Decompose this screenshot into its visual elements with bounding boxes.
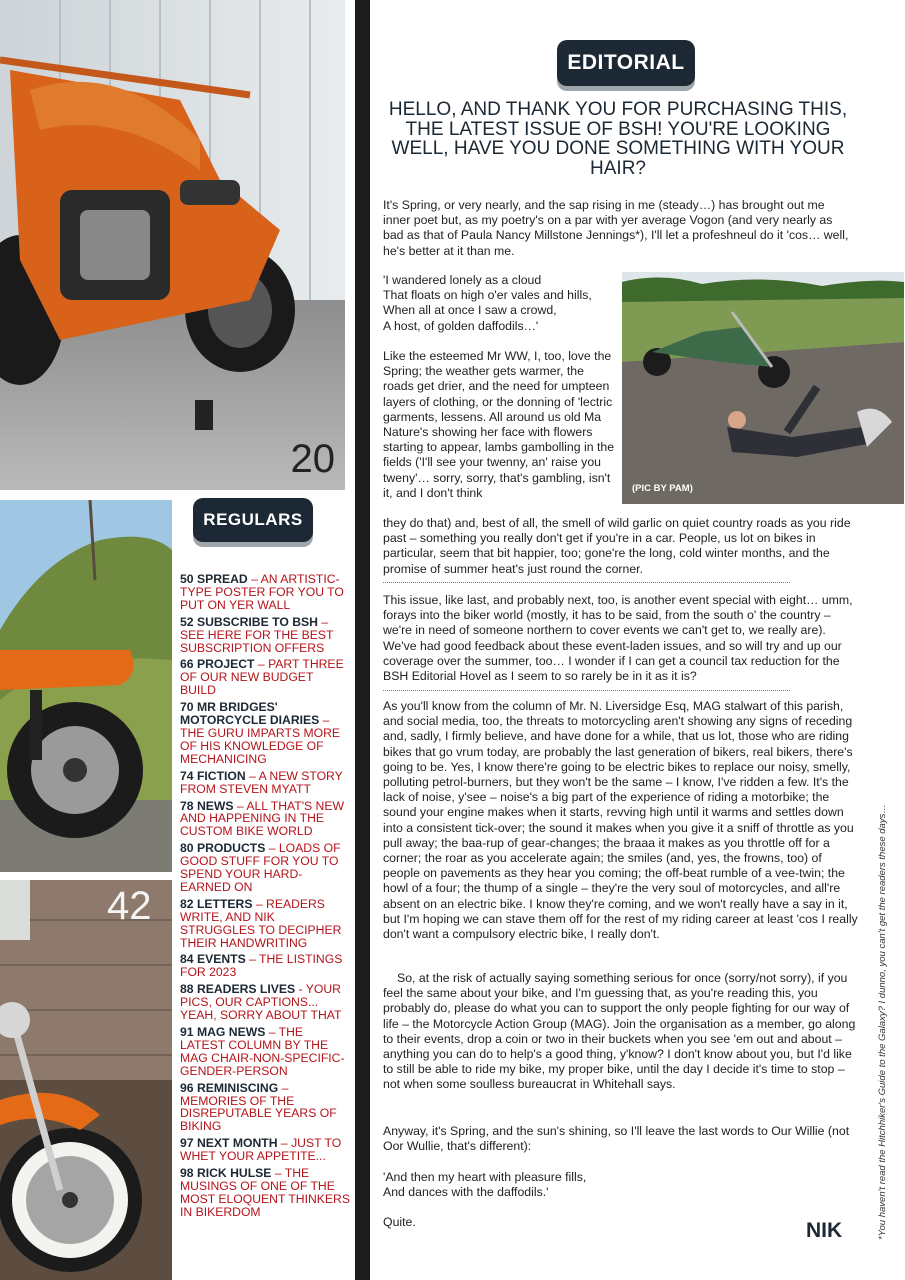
photo-orange-chopper <box>0 0 345 490</box>
regulars-item-desc: – JUST TO WHET YOUR APPETITE... <box>180 1136 342 1164</box>
regulars-item-title: 66 PROJECT <box>180 657 255 672</box>
paragraph-join-mag: So, at the risk of actually saying something serious for once (sorry/not sorry), if you feel the same about your bike, and I'm guessing that, as you're reading this, you probably do, please do what you can to support the only people fighting for our way of life – the Motorcycle Action Group (MAG). Join the organisation as a member, go along to their events, drop a coin or two in their buckets when you see 'em out and about – anything you can do to help's a good thing, y'know? I don't know about you, but I'd like to still be able to ride my bike, my proper bike, until the day I decide it's time to stop – not when some soulless bureaucrat in Whitehall says. <box>383 971 856 1092</box>
orange-chopper-illustration <box>0 0 345 490</box>
poem-line: When all at once I saw a crowd, <box>383 303 557 318</box>
regulars-item-title: 98 RICK HULSE <box>180 1166 272 1181</box>
regulars-item-title: 74 FICTION <box>180 768 246 783</box>
poem-line: And dances with the daffodils.' <box>383 1185 549 1200</box>
paragraph-wild-garlic: they do that) and, best of all, the smell of wild garlic on quiet country roads as you ride past – something you really don't get if you're in a car. People, us lot on bikes in particular, seem that bit happier, too; gone're the long, cold winter months, and the promise of summer heat's just round the corner. <box>383 516 851 576</box>
regulars-item-title: 97 NEXT MONTH <box>180 1136 278 1151</box>
regulars-item <box>180 573 350 612</box>
regulars-item-title: 50 SPREAD <box>180 572 248 586</box>
dotted-divider <box>383 582 790 583</box>
closing-quite: Quite. <box>383 1215 416 1229</box>
regulars-item <box>180 983 350 1022</box>
regulars-item-title: 91 MAG NEWS <box>180 1025 266 1039</box>
poem-line: That floats on high o'er vales and hills, <box>383 288 592 303</box>
paragraph-mag: As you'll know from the column of Mr. N. Liversidge Esq, MAG stalwart of this parish, and social media, too, the threats to motorcycling aren't showing any signs of receding and, sadly, I firmly believe, and have done for a while, that us lot, those who are riding bikes that go vrum today, are probably the last generation of bikers, real bikers, there's going to be. Yes, I know there're going to be electric bikes to replace our noisy, smelly, polluting petrol-burners, but they won't be the same – I know, I've ridden a few. It's the lack of noise, y'see – noise's a big part of the experience of riding a motorbike; the sound your engine makes when it starts, revving high until it warms and settles down into a consistent tick-over; the sound it makes when you give it a sniff of throttle as you pull away; the baa-rup of gear-changes; the braaa it makes as you throttle off for a corner; the roar as you accelerate again; the smiles (and, yes, the frowns, too) of people on pavements as they hear you coming; the off-beat rumble of a vee-twin; the howl of a four; the thump of a single – they're the very soul of motorcycles, and all're absent on an electric bike. I know they're coming, and we won't really have a say in it, but I'm hoping we can stave them off for the rest of my riding career at least 'cos I really don't want a compulsory electric bike, I really don't. <box>383 699 858 942</box>
page-number-42: 42 <box>107 884 152 928</box>
footnote-vertical: *You haven't read the Hitchhiker's Guide to the Galaxy? I dunno, you can't get the readers these days… <box>877 804 888 1240</box>
regulars-item-desc: – THE MUSINGS OF ONE OF THE MOST ELOQUENT THINKERS IN BIKERDOM <box>180 1166 350 1219</box>
regulars-item <box>180 658 350 697</box>
column-divider <box>355 0 370 1280</box>
regulars-item <box>180 1082 350 1134</box>
regulars-item <box>180 616 350 655</box>
poem-line: 'I wandered lonely as a cloud <box>383 273 542 287</box>
editorial-headline: HELLO, AND THANK YOU FOR PURCHASING THIS, THE LATEST ISSUE OF BSH! YOU'RE LOOKING WELL, HAVE YOU DONE SOMETHING WITH YOUR HAIR? <box>388 99 848 179</box>
regulars-item <box>180 898 350 950</box>
regulars-item <box>180 953 350 979</box>
closing-poem <box>383 1170 683 1200</box>
regulars-item-title: 80 PRODUCTS <box>180 841 266 856</box>
page-number-20: 20 <box>290 437 335 481</box>
regulars-item-title: 82 LETTERS <box>180 896 253 911</box>
author-signature: NIK <box>806 1219 843 1242</box>
opening-poem <box>383 273 618 334</box>
regulars-item-desc: – SEE HERE FOR THE BEST SUBSCRIPTION OFFERS <box>180 614 334 655</box>
paragraph-anyway: Anyway, it's Spring, and the sun's shining, so I'll leave the last words to Our Willie (not Oor Wullie, that's different): <box>383 1124 850 1154</box>
white-wall-tyre-illustration <box>0 880 172 1280</box>
regulars-item <box>180 800 350 839</box>
orange-bike-illustration <box>0 500 172 872</box>
photo-caption: (PIC BY PAM) <box>632 483 693 494</box>
regulars-item-desc: – AN ARTISTIC-TYPE POSTER FOR YOU TO PUT ON YER WALL <box>180 572 344 612</box>
regulars-item-desc: – MEMORIES OF THE DISREPUTABLE YEARS OF BIKING <box>180 1080 337 1134</box>
regulars-item-desc: – LOADS OF GOOD STUFF FOR YOU TO SPEND YOUR HARD-EARNED ON <box>180 841 341 894</box>
regulars-item <box>180 842 350 894</box>
regulars-item <box>180 1137 350 1163</box>
regulars-title: REGULARS <box>203 510 303 529</box>
regulars-item <box>180 1167 350 1219</box>
regulars-item-desc: – READERS WRITE, AND NIK STRUGGLES TO DECIPHER THEIR HANDWRITING <box>180 896 342 950</box>
regulars-item-title: 78 NEWS <box>180 798 234 813</box>
editorial-badge <box>557 40 695 86</box>
regulars-item <box>180 770 350 796</box>
editorial-title: EDITORIAL <box>567 51 685 74</box>
photo-orange-bike-hedge <box>0 500 172 872</box>
regulars-item <box>180 1026 350 1078</box>
regulars-item-desc: – THE LATEST COLUMN BY THE MAG CHAIR-NON-SPECIFIC-GENDER-PERSON <box>180 1025 345 1078</box>
regulars-item-title: 96 REMINISCING <box>180 1080 279 1095</box>
regulars-item-title: 84 EVENTS <box>180 952 246 967</box>
regulars-item-desc: – PART THREE OF OUR NEW BUDGET BUILD <box>180 657 344 698</box>
regulars-item-desc: – ALL THAT'S NEW AND HAPPENING IN THE CUSTOM BIKE WORLD <box>180 798 344 839</box>
paragraph-spring: Like the esteemed Mr WW, I, too, love the Spring; the weather gets warmer, the roads get drier, and the need for umpteen layers of clothing, or the donning of 'lectric garments, lessens. All around us old Ma Nature's showing her face with flowers starting to appear, lambs gambolling in the fields ('I'll see your twenny, an' raise you tweny'… sorry, sorry, that's gambling, isn't it, and I don't think <box>383 349 615 500</box>
poem-line: 'And then my heart with pleasure fills, <box>383 1170 587 1184</box>
poem-line: A host, of golden daffodils…' <box>383 318 539 333</box>
regulars-item-desc: - YOUR PICS, OUR CAPTIONS... YEAH, SORRY ABOUT THAT <box>180 982 342 1023</box>
regulars-item-title: 70 MR BRIDGES' MOTORCYCLE DIARIES <box>180 700 320 728</box>
photo-fallen-rider <box>622 272 904 504</box>
regulars-item <box>180 701 350 766</box>
photo-white-bike-wall <box>0 880 172 1280</box>
regulars-list <box>180 573 350 1223</box>
fallen-rider-illustration <box>622 272 904 504</box>
regulars-badge <box>193 498 313 542</box>
regulars-item-desc: – THE GURU IMPARTS MORE OF HIS KNOWLEDGE OF MECHANICING <box>180 713 341 766</box>
editorial-intro: It's Spring, or very nearly, and the sap rising in me (steady…) has brought out me inner poet but, as my poetry's on a par with yer average Vogon (and very nearly as bad as that of Paula Nancy Millstone Jennings*), I'll let a profeshneul do it 'cos… well, he's better at it than me. <box>383 198 849 258</box>
regulars-item-desc: – A NEW STORY FROM STEVEN MYATT <box>180 768 343 796</box>
regulars-item-desc: – THE LISTINGS FOR 2023 <box>180 952 343 980</box>
dotted-divider <box>383 690 790 691</box>
regulars-item-title: 88 READERS LIVES <box>180 982 296 997</box>
regulars-item-title: 52 SUBSCRIBE TO BSH <box>180 614 318 629</box>
paragraph-events: This issue, like last, and probably next, too, is another event special with eight… umm, forays into the biker world (mostly, it has to be said, from the south o' the country – we're in need of someone northern to cover events we can't get to, we really are). We've had good feedback about these event-laden issues, and so will try and up our coverage over the summer, too… I wonder if I can get a council tax reduction for the BSH Editorial Hovel as I seem to so rarely be in it as it is? <box>383 593 853 684</box>
